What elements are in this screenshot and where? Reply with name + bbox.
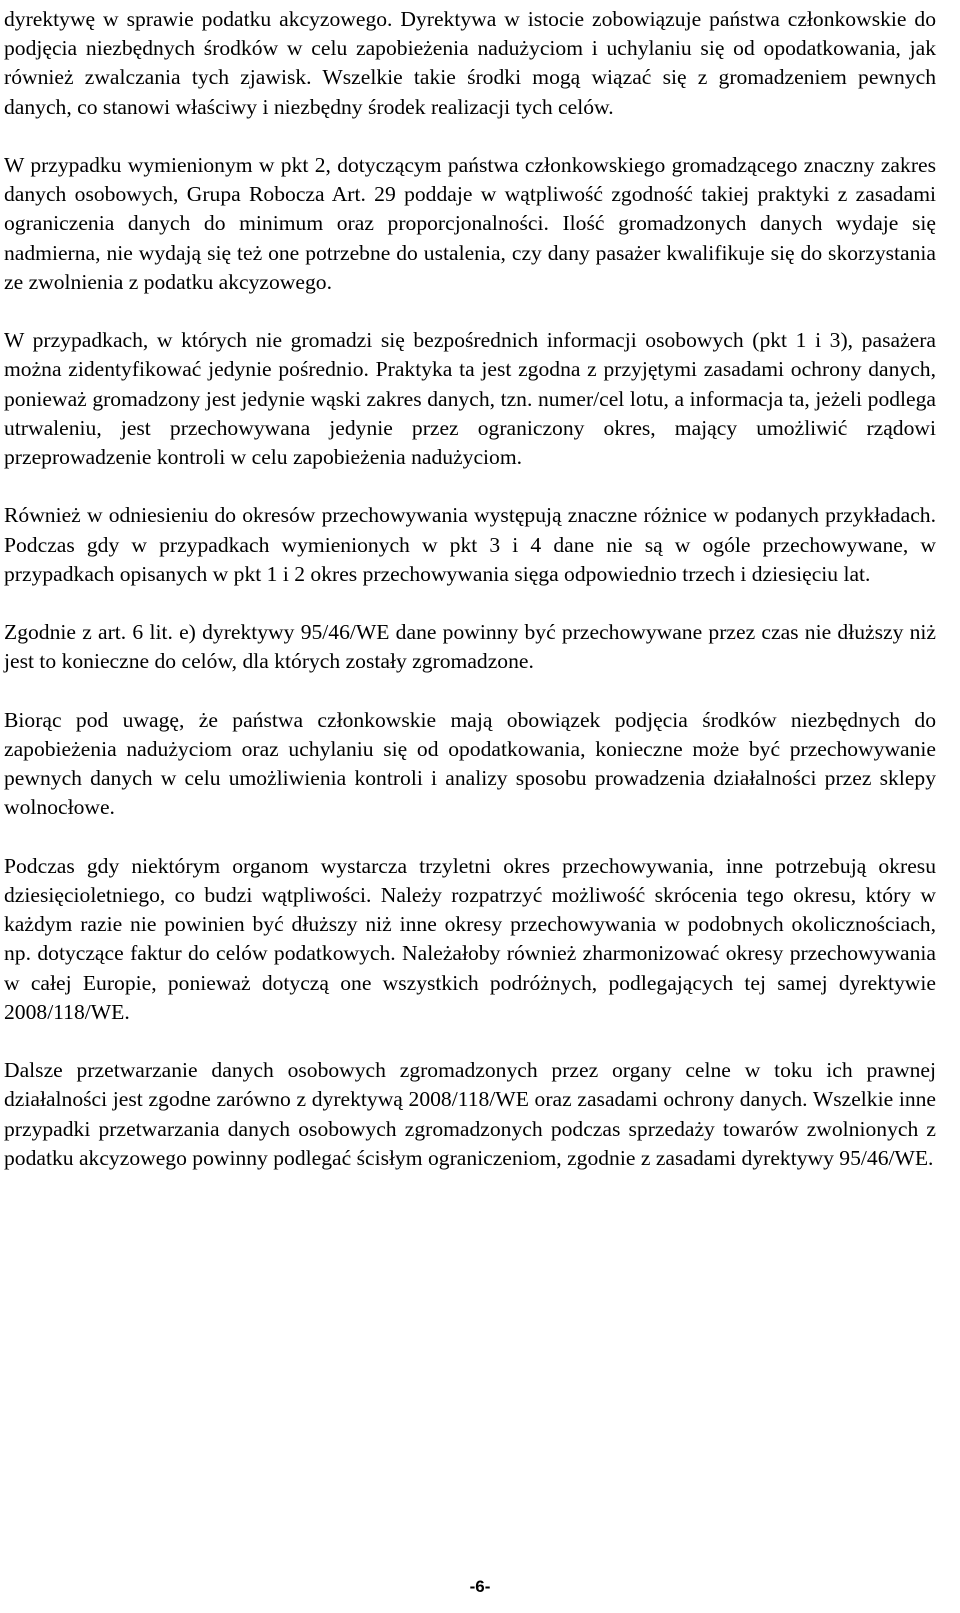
- paragraph-2: W przypadku wymienionym w pkt 2, dotyczącym państwa członkowskiego gromadzącego znaczny zakres danych osobowych, Grupa Robocza Art. 29 poddaje w wątpliwość zgodność takiej praktyki z zasadami ograniczenia danych do minimum oraz proporcjonalności. Ilość gromadzonych danych wydaje się nadmierna, nie wydają się też one potrzebne do ustalenia, czy dany pasażer kwalifikuje się do skorzystania ze zwolnienia z podatku akcyzowego.: [4, 153, 936, 294]
- paragraph-5: Zgodnie z art. 6 lit. e) dyrektywy 95/46/WE dane powinny być przechowywane przez czas nie dłuższy niż jest to konieczne do celów, dla których zostały zgromadzone.: [4, 620, 936, 674]
- paragraph-7: Podczas gdy niektórym organom wystarcza trzyletni okres przechowywania, inne potrzebują okresu dziesięcioletniego, co budzi wątpliwości. Należy rozpatrzyć możliwość skrócenia tego okresu, który w każdym razie nie powinien być dłuższy niż inne okresy przechowywania w podobnych okolicznościach, np. dotyczące faktur do celów podatkowych. Należałoby również zharmonizować okresy przechowywania w całej Europie, ponieważ dotyczą one wszystkich podróżnych, podlegających tej samej dyrektywie 2008/118/WE.: [4, 853, 936, 1024]
- paragraph-1: dyrektywę w sprawie podatku akcyzowego. Dyrektywa w istocie zobowiązuje państwa członkowskie do podjęcia niezbędnych środków w celu zapobieżenia nadużyciom i uchylaniu się od opodatkowania, jak również zwalczania tych zjawisk. Wszelkie takie środki mogą wiązać się z gromadzeniem pewnych danych, co stanowi właściwy i niezbędny środek realizacji tych celów.: [4, 7, 936, 119]
- paragraph-3: W przypadkach, w których nie gromadzi się bezpośrednich informacji osobowych (pkt 1 i 3), pasażera można zidentyfikować jedynie pośrednio. Praktyka ta jest zgodna z przyjętymi zasadami ochrony danych, ponieważ gromadzony jest jedynie wąski zakres danych, tzn. numer/cel lotu, a informacja ta, jeżeli podlega utrwaleniu, jest przechowywana jedynie przez ograniczony okres, mający umożliwić rządowi przeprowadzenie kontroli w celu zapobieżenia nadużyciom.: [4, 328, 936, 470]
- paragraph-6: Biorąc pod uwagę, że państwa członkowskie mają obowiązek podjęcia środków niezbędnych do zapobieżenia nadużyciom oraz uchylaniu się od opodatkowania, konieczne może być przechowywanie pewnych danych w celu umożliwienia kontroli i analizy sposobu prowadzenia działalności przez sklepy wolnocłowe.: [4, 707, 936, 820]
- paragraph-4: Również w odniesieniu do okresów przechowywania występują znaczne różnice w podanych przykładach. Podczas gdy w przypadkach wymienionych w pkt 3 i 4 dane nie są w ogóle przechowywane, w przypadkach opisanych w pkt 1 i 2 okres przechowywania sięga odpowiednio trzech i dziesięciu lat.: [4, 503, 936, 586]
- page-number: -6-: [469, 1577, 491, 1596]
- paragraph-8: Dalsze przetwarzanie danych osobowych zgromadzonych przez organy celne w toku ich prawnej działalności jest zgodne zarówno z dyrektywą 2008/118/WE oraz zasadami ochrony danych. Wszelkie inne przypadki przetwarzania danych osobowych zgromadzonych podczas sprzedaży towarów zwolnionych z podatku akcyzowego powinny podlegać ścisłym ograniczeniom, zgodnie z zasadami dyrektywy 95/46/WE.: [4, 1058, 936, 1170]
